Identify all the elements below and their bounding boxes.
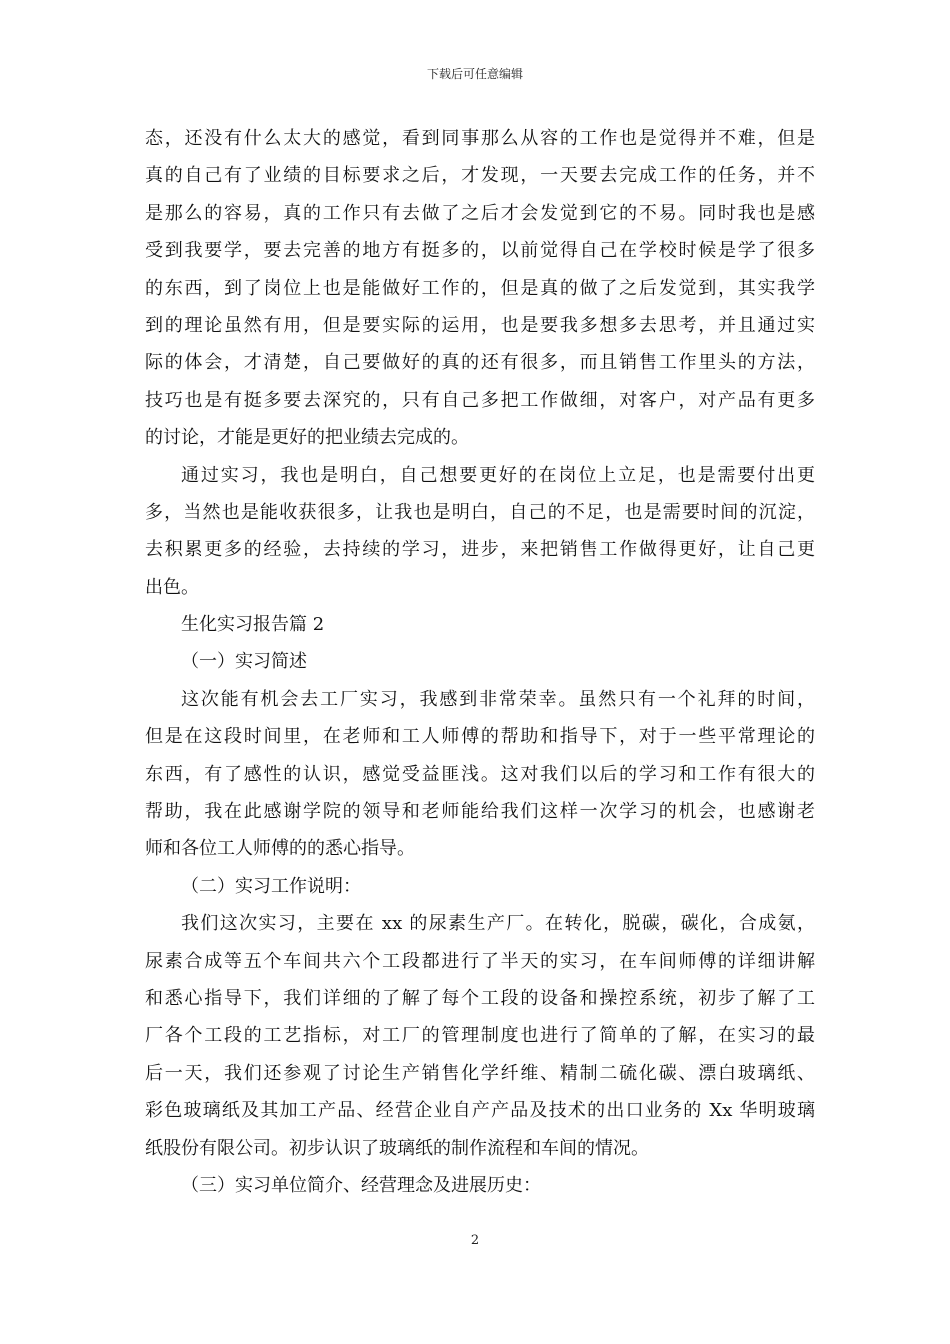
text-line: 多，当然也是能收获很多，让我也是明白，自己的不足，也是需要时间的沉淀， — [145, 501, 815, 523]
subsection-heading: （一）实习简述 — [181, 651, 307, 673]
text-line: 出色。 — [145, 576, 199, 598]
text-line: 这次能有机会去工厂实习，我感到非常荣幸。虽然只有一个礼拜的时间， — [181, 688, 815, 710]
text-line: 彩色玻璃纸及其加工产品、经营企业自产产品及技术的出口业务的 Xx 华明玻璃 — [145, 1100, 815, 1122]
text-line: 的东西，到了岗位上也是能做好工作的，但是真的做了之后发觉到，其实我学 — [145, 277, 815, 299]
text-line: 帮助，我在此感谢学院的领导和老师能给我们这样一次学习的机会，也感谢老 — [145, 801, 815, 823]
section-heading: 生化实习报告篇 2 — [181, 614, 325, 636]
text-line: 态，还没有什么太大的感觉，看到同事那么从容的工作也是觉得并不难，但是 — [145, 128, 815, 149]
text-line: 的讨论，才能是更好的把业绩去完成的。 — [145, 427, 469, 449]
text-line: 后一天，我们还参观了讨论生产销售化学纤维、精制二硫化碳、漂白玻璃纸、 — [145, 1062, 815, 1084]
text-line: 真的自己有了业绩的目标要求之后，才发现，一天要去完成工作的任务，并不 — [145, 165, 815, 187]
text-line: 纸股份有限公司。初步认识了玻璃纸的制作流程和车间的情况。 — [145, 1137, 649, 1159]
subsection-heading: （三）实习单位简介、经营理念及进展历史： — [181, 1174, 541, 1196]
text-line: 但是在这段时间里，在老师和工人师傅的帮助和指导下，对于一些平常理论的 — [145, 726, 815, 748]
text-line: 通过实习，我也是明白，自己想要更好的在岗位上立足，也是需要付出更 — [181, 464, 815, 486]
text-line: 我们这次实习，主要在 xx 的尿素生产厂。在转化，脱碳，碳化，合成氨， — [181, 913, 815, 935]
page-number: 2 — [470, 1233, 480, 1248]
page-header: 下载后可任意编辑 — [426, 67, 523, 81]
text-line: 受到我要学，要去完善的地方有挺多的，以前觉得自己在学校时候是学了很多 — [145, 240, 815, 262]
text-line: 厂各个工段的工艺指标，对工厂的管理制度也进行了简单的了解，在实习的最 — [145, 1025, 815, 1047]
text-line: 尿素合成等五个车间共六个工段都进行了半天的实习，在车间师傅的详细讲解 — [145, 950, 815, 972]
text-line: 是那么的容易，真的工作只有去做了之后才会发觉到它的不易。同时我也是感 — [145, 202, 815, 224]
text-line: 去积累更多的经验，去持续的学习，进步，来把销售工作做得更好，让自己更 — [145, 539, 815, 561]
subsection-heading: （二）实习工作说明： — [181, 875, 361, 897]
text-line: 技巧也是有挺多要去深究的，只有自己多把工作做细，对客户，对产品有更多 — [145, 389, 815, 411]
text-line: 东西，有了感性的认识，感觉受益匪浅。这对我们以后的学习和工作有很大的 — [145, 763, 815, 785]
document-body — [145, 120, 815, 1204]
text-line: 际的体会，才清楚，自己要做好的真的还有很多，而且销售工作里头的方法， — [145, 352, 815, 374]
text-line: 和悉心指导下，我们详细的了解了每个工段的设备和操控系统，初步了解了工 — [145, 987, 815, 1009]
text-line: 师和各位工人师傅的的悉心指导。 — [145, 838, 415, 860]
text-line: 到的理论虽然有用，但是要实际的运用，也是要我多想多去思考，并且通过实 — [145, 314, 815, 336]
